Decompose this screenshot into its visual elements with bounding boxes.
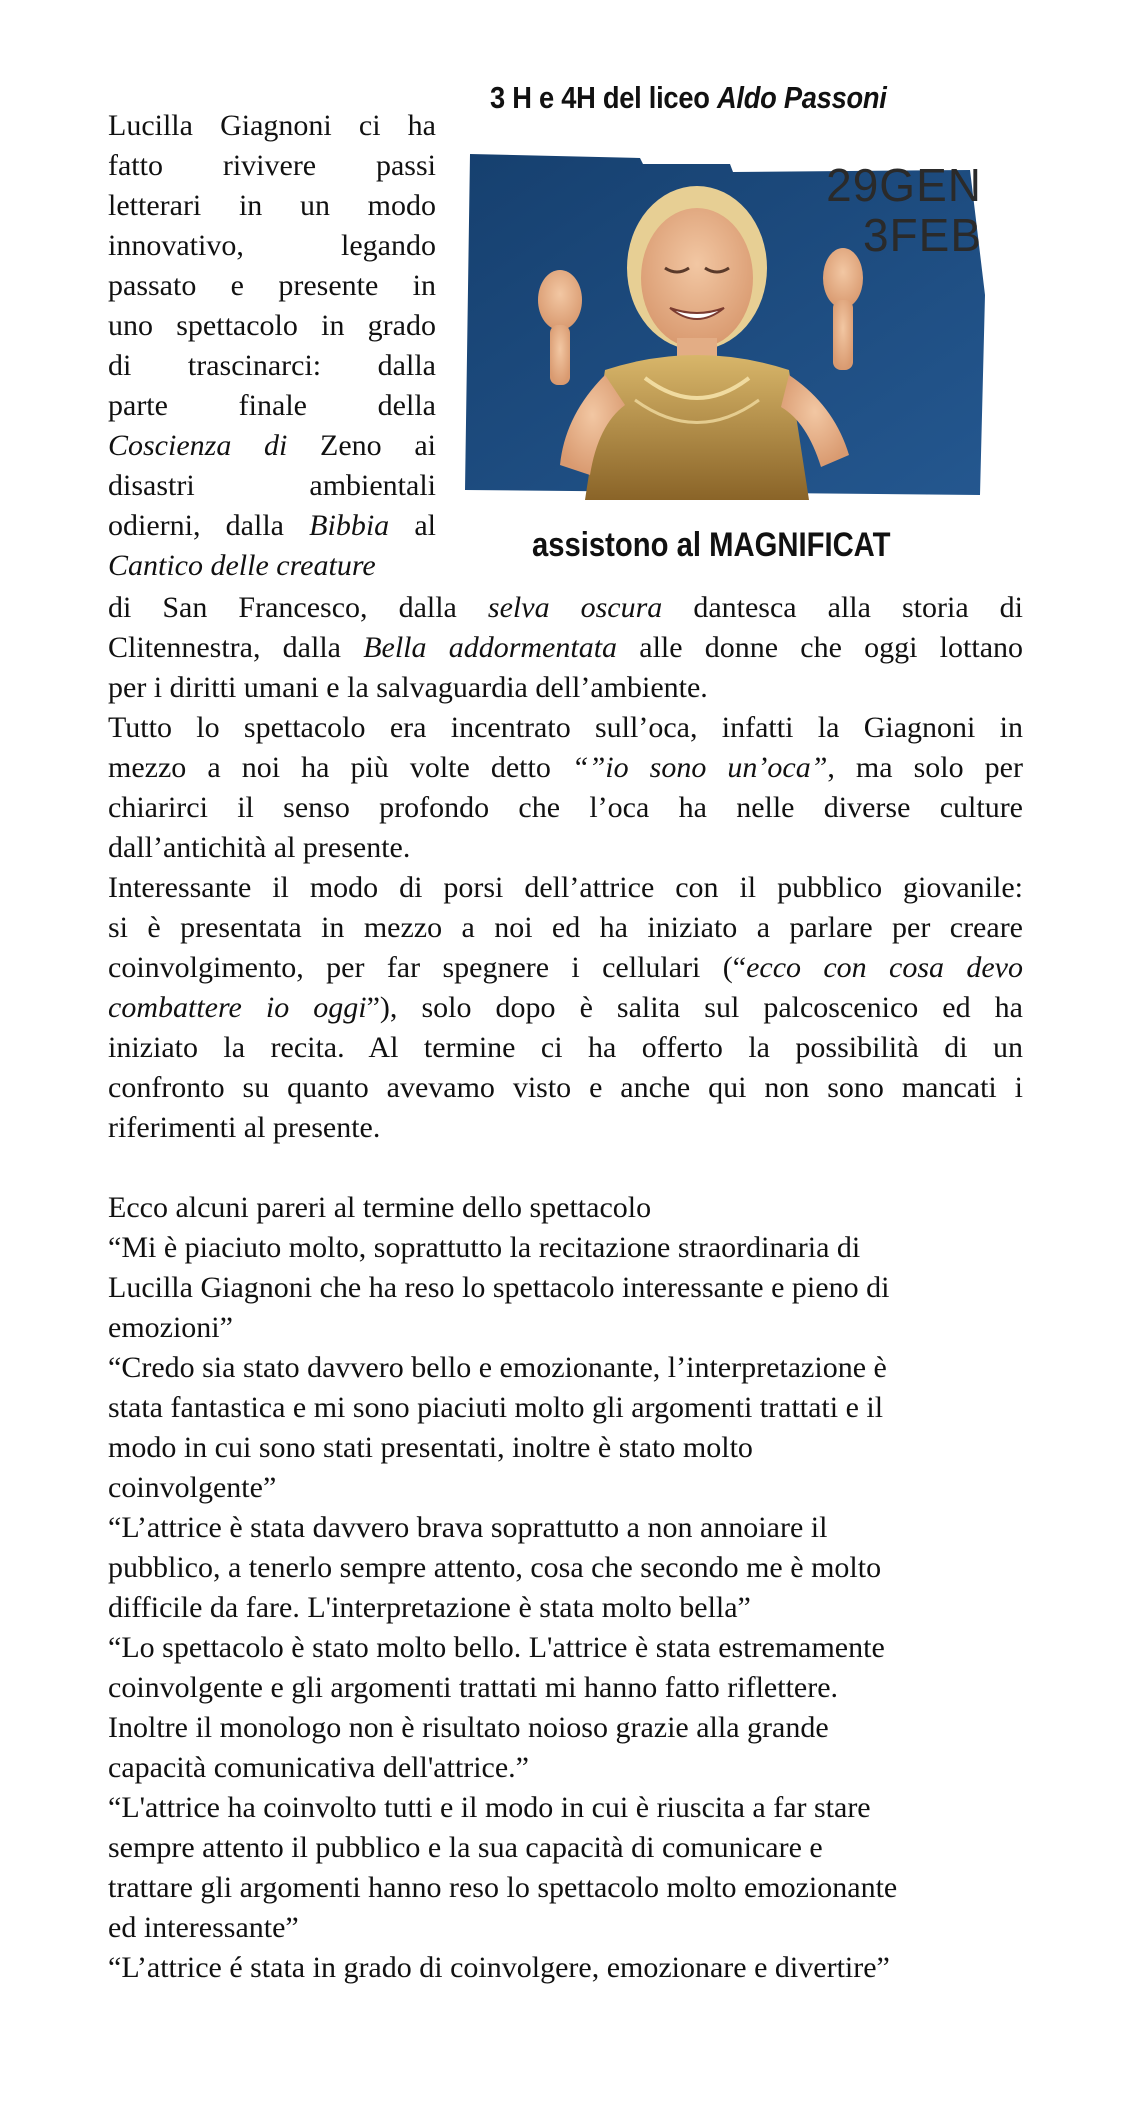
body-line: per i diritti umani e la salvaguardia dell’ambiente. [108,671,708,704]
body-line: chiarirci il senso profondo che l’oca ha nelle diverse culture [108,791,1023,824]
intro-column [108,106,436,586]
body-italic: Bella addormentata [363,631,618,664]
paragraph-gap [108,1148,1023,1188]
poster-title [490,80,948,116]
quote-line: “Lo spettacolo è stato molto bello. L'attrice è stata estremamente [108,1631,885,1664]
body-line: riferimenti al presente. [108,1111,381,1144]
intro-line: di trascinarci: dalla [108,349,436,382]
body-line: confronto su quanto avevamo visto e anche qui non sono mancati i [108,1071,1023,1104]
intro-line: uno spettacolo in grado [108,309,436,342]
quote-line: “L’attrice é stata in grado di coinvolgere, emozionare e divertire” [108,1951,890,1984]
body-line: si è presentata in mezzo a noi ed ha iniziato a parlare per creare [108,911,1023,944]
intro-line: passato e presente in [108,269,436,302]
intro-text: al [389,509,436,542]
body-text: alle donne che oggi lottano [617,631,1024,664]
body-italic: combattere io oggi [108,991,367,1024]
intro-line: disastri ambientali [108,469,436,502]
quote-line: ed interessante” [108,1911,299,1944]
quote-line: sempre attento il pubblico e la sua capacità di comunicare e [108,1831,823,1864]
body-line: Interessante il modo di porsi dell’attrice con il pubblico giovanile: [108,871,1023,904]
quote-line: “L’attrice è stata davvero brava soprattutto a non annoiare il [108,1511,828,1544]
quote-line: Inoltre il monologo non è risultato noioso grazie alla grande [108,1711,829,1744]
intro-line: innovativo, legando [108,229,436,262]
body-line [108,628,1023,668]
body-text: di San Francesco, dalla [108,591,488,624]
quote-line: trattare gli argomenti hanno reso lo spettacolo molto emozionante [108,1871,898,1904]
body-text: coinvolgimento, per far spegnere i cellulari (“ [108,951,747,984]
body-line [108,748,1023,788]
body-italic: “”io sono un’oca” [571,751,828,784]
intro-italic: Bibbia [309,509,390,542]
poster-date-start: 29GEN [826,159,982,211]
opinions-heading: Ecco alcuni pareri al termine dello spettacolo [108,1191,652,1224]
body-text: ”), solo dopo è salita sul palcoscenico ed ha [366,991,1023,1024]
quote-line: “Credo sia stato davvero bello e emozionante, l’interpretazione è [108,1351,887,1384]
quote-line: difficile da fare. L'interpretazione è stata molto bella” [108,1591,751,1624]
intro-line: Lucilla Giagnoni ci ha [108,109,436,142]
intro-line [108,426,436,466]
body-line: iniziato la recita. Al termine ci ha offerto la possibilità di un [108,1031,1023,1064]
intro-italic: Coscienza di [108,429,288,462]
body-italic: ecco con cosa devo [746,951,1024,984]
body-text: dantesca alla storia di [662,591,1024,624]
quote-line: capacità comunicativa dell'attrice.” [108,1751,529,1784]
quote-line: coinvolgente e gli argomenti trattati mi hanno fatto riflettere. [108,1671,839,1704]
quote-line: stata fantastica e mi sono piaciuti molto gli argomenti trattati e il [108,1391,884,1424]
intro-text: Zeno ai [287,429,436,462]
intro-italic: Cantico delle creature [108,549,376,582]
quote-line: emozioni” [108,1311,233,1344]
body-line: dall’antichità al presente. [108,831,411,864]
article-body [108,588,1023,1988]
poster-date-end: 3FEB [862,209,982,261]
intro-line: parte finale della [108,389,436,422]
quote-line: pubblico, a tenerlo sempre attento, cosa che secondo me è molto [108,1551,882,1584]
quote-line: Lucilla Giagnoni che ha reso lo spettacolo interessante e pieno di [108,1271,890,1304]
intro-line: fatto rivivere passi [108,149,436,182]
intro-text: odierni, dalla [108,509,310,542]
body-text: Clitennestra, dalla [108,631,364,664]
body-line [108,588,1023,628]
body-line [108,988,1023,1028]
intro-line [108,546,436,586]
poster-dates [792,160,982,260]
body-line: Tutto lo spettacolo era incentrato sull’oca, infatti la Giagnoni in [108,711,1023,744]
body-italic: selva oscura [487,591,663,624]
body-line [108,948,1023,988]
body-text: , ma solo per [827,751,1023,784]
poster-title-school: Aldo Passoni [716,80,887,115]
intro-line: letterari in un modo [108,189,436,222]
body-text: mezzo a noi ha più volte detto [108,751,572,784]
poster-title-prefix: 3 H e 4H del liceo [490,80,717,115]
intro-line [108,506,436,546]
quote-line: modo in cui sono stati presentati, inoltre è stato molto [108,1431,753,1464]
poster-caption: assistono al MAGNIFICAT [532,526,891,564]
quote-line: “Mi è piaciuto molto, soprattutto la recitazione straordinaria di [108,1231,861,1264]
quote-line: coinvolgente” [108,1471,277,1504]
quote-line: “L'attrice ha coinvolto tutti e il modo in cui è riuscita a far stare [108,1791,871,1824]
